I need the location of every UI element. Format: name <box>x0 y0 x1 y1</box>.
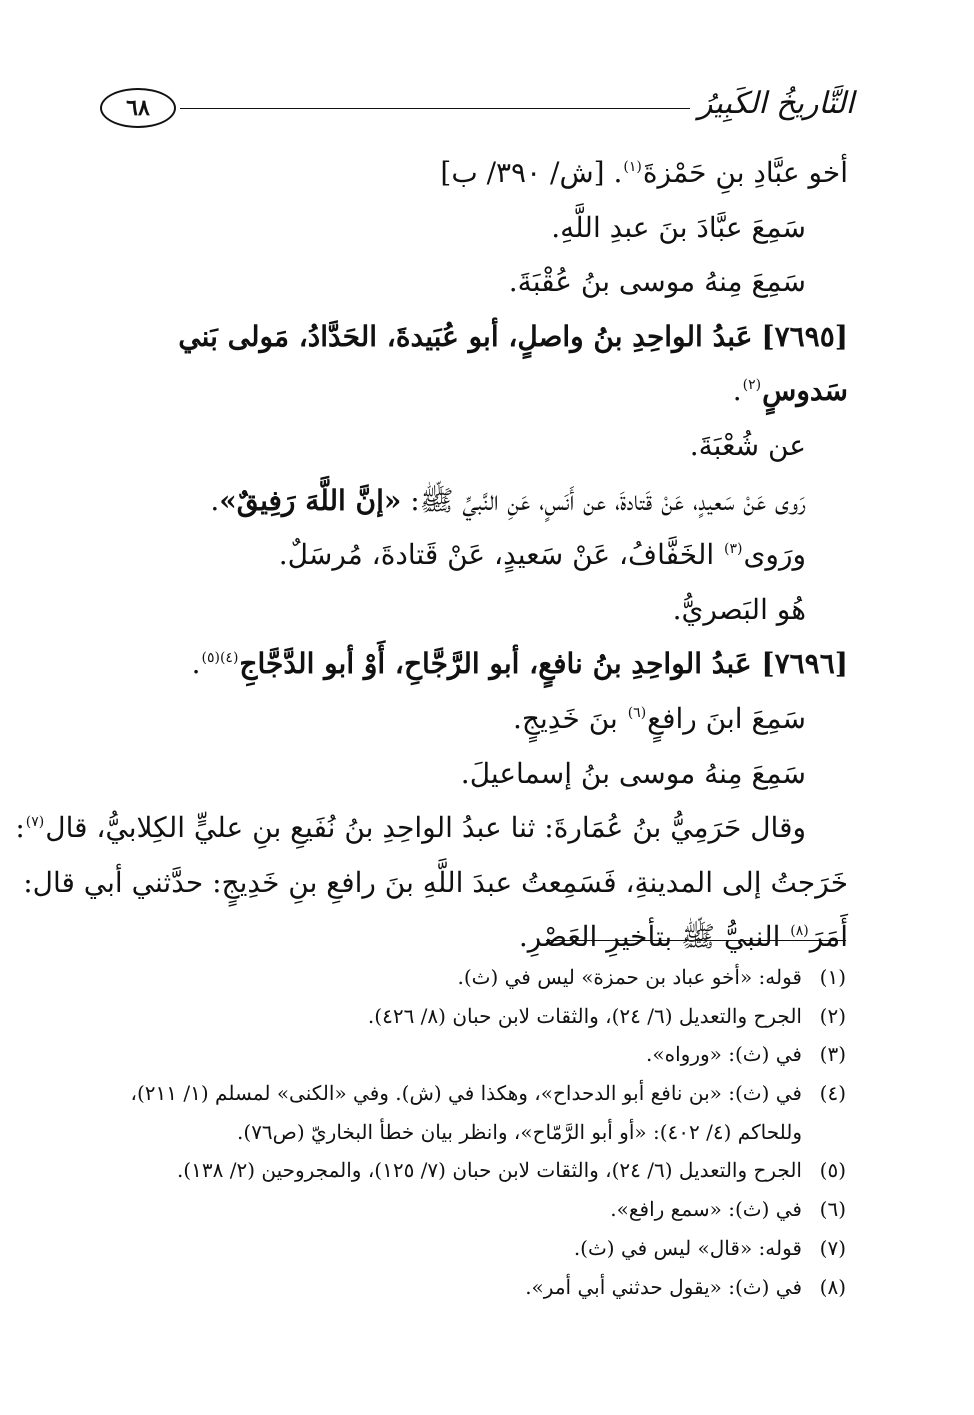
text-segment: رَوى عَنْ سَعيدٍ، عَنْ قَتادةَ، عن أَنَسٍ، عَنِ النَّبيِّ ﷺ: <box>401 483 806 517</box>
footnote-text: وللحاكم (٤/ ٤٠٢): «أو أبو الرَّمّاح»، وانظر بيان خطأ البخاريّ (ص٧٦). <box>237 1119 802 1144</box>
footnote <box>106 958 846 997</box>
entry-number: [٧٦٩٥] <box>761 319 848 353</box>
book-title: التَّاريخُ الكَبِيرُ <box>698 86 855 121</box>
footnote-mark: (٣) <box>819 1042 846 1067</box>
header-rule <box>180 108 690 109</box>
footnote-ref: (١) <box>623 159 642 175</box>
footnote-ref: (٨) <box>790 923 809 940</box>
text-line <box>108 255 848 310</box>
footnote-text: قوله: «قال» ليس في (ث). <box>573 1235 802 1260</box>
text-segment: : <box>15 811 25 845</box>
footnote <box>106 1268 846 1307</box>
text-line <box>15 801 848 856</box>
main-text <box>15 146 848 965</box>
text-line <box>108 747 848 802</box>
footnote-text: قوله: «أخو عباد بن حمزة» ليس في (ث). <box>457 965 802 989</box>
text-segment: سَمِعَ مِنهُ موسى بنُ إسماعيلَ. <box>460 756 806 790</box>
footnote-mark: (٤) <box>819 1081 846 1106</box>
footnote-text: الجرح والتعديل (٦/ ٢٤)، والثقات لابن حبان (٧/ ١٢٥)، والمجروحين (٢/ ١٣٨). <box>176 1158 802 1183</box>
footnote <box>106 1074 846 1113</box>
text-segment: الخَفَّافُ، عَنْ سَعيدٍ، عَنْ قَتادةَ، مُرسَلٌ. <box>278 538 724 572</box>
footnote-separator <box>546 940 846 941</box>
text-segment: سَمِعَ ابنَ رافعٍ <box>647 701 806 735</box>
hadith-quote: «إنَّ اللَّهَ رَفِيقٌ» <box>219 483 402 517</box>
footnote-ref: (٦) <box>627 704 647 721</box>
footnote-mark: (٥) <box>819 1158 846 1183</box>
text-line <box>108 528 848 583</box>
text-segment: عن شُعْبَةَ. <box>689 428 806 462</box>
footnote <box>106 997 846 1036</box>
text-segment: ورَوى <box>743 538 806 572</box>
entry-name-cont: سَدوسٍ <box>762 374 848 408</box>
footnote <box>106 1229 846 1268</box>
text-line <box>108 692 848 747</box>
text-segment: . <box>732 374 742 408</box>
footnote <box>106 1190 846 1229</box>
entry-heading <box>108 310 848 365</box>
text-segment: بنَ خَدِيجٍ. <box>513 701 627 735</box>
footnote-mark: (٦) <box>819 1197 846 1222</box>
footnote-continuation <box>106 1113 846 1152</box>
footnote-mark: (٧) <box>819 1235 846 1260</box>
text-segment: . <box>191 647 201 681</box>
entry-name: عَبدُ الواحِدِ بنُ نافعٍ، أبو الرَّجَّاحِ، أَوْ أبو الدَّجَّاجِ <box>239 647 762 681</box>
footnote-text: في (ث): «سمع رافع». <box>610 1197 802 1222</box>
footnote-text: في (ث): «ورواه». <box>646 1042 802 1067</box>
text-segment: هُو البَصريُّ. <box>672 592 806 626</box>
footnote-text: الجرح والتعديل (٦/ ٢٤)، والثقات لابن حبان (٨/ ٤٢٦). <box>367 1003 802 1028</box>
text-line <box>23 856 848 911</box>
text-segment: أخو عبَّادِ بنِ حَمْزةَ <box>642 156 848 189</box>
text-segment: سَمِعَ مِنهُ موسى بنُ عُقْبَةَ. <box>508 265 806 299</box>
footnote <box>106 1151 846 1190</box>
footnote-mark: (١) <box>819 965 846 989</box>
text-segment: النبيُّ ﷺ بتأخيرِ العَصْرِ. <box>518 920 790 954</box>
text-segment: خَرَجتُ إلى المدينةِ، فَسَمِعتُ عبدَ اللَّهِ بنَ رافعِ بنِ خَدِيجٍ: حدَّثني أبي قال: <box>23 865 848 899</box>
entry-heading <box>108 637 848 692</box>
footnote-ref: (٧) <box>25 814 45 831</box>
text-line <box>108 146 848 201</box>
footnote-mark: (٨) <box>819 1274 846 1299</box>
page-header <box>100 78 855 138</box>
manuscript-ref: . [ش/ ٣٩٠/ ب] <box>440 156 623 189</box>
footnote-ref: (٢) <box>742 377 762 394</box>
text-segment: أَمَرَ <box>809 920 848 954</box>
text-line <box>108 201 848 256</box>
text-segment: سَمِعَ عبَّادَ بنَ عبدِ اللَّهِ. <box>551 210 806 244</box>
footnotes <box>106 958 846 1306</box>
footnote-ref: (٣) <box>724 541 743 558</box>
text-line <box>108 474 848 529</box>
footnote-mark: (٢) <box>819 1003 846 1028</box>
footnote-ref: (٤)(٥) <box>201 650 239 667</box>
text-segment: وقال حَرَمِيُّ بنُ عُمَارةَ: ثنا عبدُ الواحِدِ بنُ نُفَيعِ بنِ عليٍّ الكِلابيُّ، قال <box>45 811 806 845</box>
entry-number: [٧٦٩٦] <box>761 647 848 681</box>
entry-name: عَبدُ الواحِدِ بنُ واصلٍ، أبو عُبَيدةَ، الحَدَّادُ، مَولى بَني <box>178 319 753 353</box>
footnote-text: في (ث): «يقول حدثني أبي أمر». <box>525 1274 802 1299</box>
text-line <box>108 583 848 638</box>
page-number: ٦٨ <box>100 88 176 128</box>
text-line <box>108 419 848 474</box>
text-line <box>108 910 848 965</box>
text-segment: . <box>210 483 220 517</box>
footnote <box>106 1035 846 1074</box>
entry-heading-cont <box>108 364 848 419</box>
footnote-text: في (ث): «بن نافع أبو الدحداح»، وهكذا في (ش). وفي «الكنى» لمسلم (١/ ٢١١)، <box>130 1081 802 1106</box>
